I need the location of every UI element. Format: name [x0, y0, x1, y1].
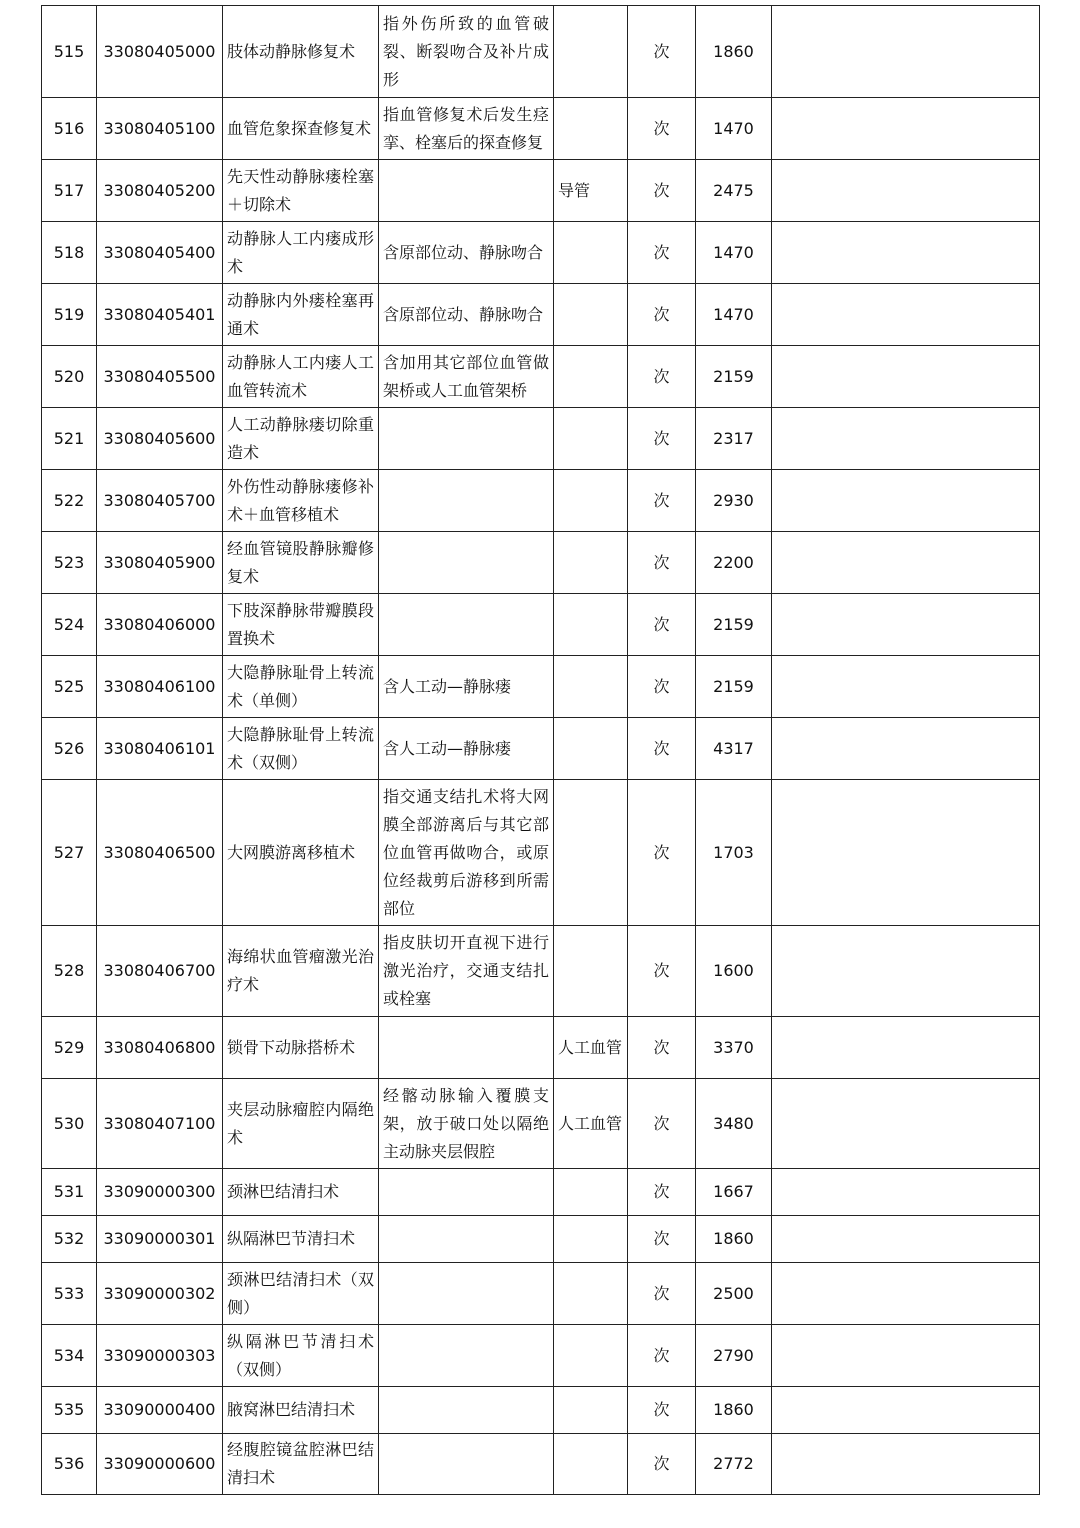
item-note	[772, 470, 1040, 532]
item-code: 33090000300	[97, 1169, 223, 1216]
item-number: 522	[42, 470, 97, 532]
item-number: 524	[42, 594, 97, 656]
item-price: 1860	[696, 1387, 772, 1434]
item-unit: 次	[628, 532, 696, 594]
item-code: 33090000303	[97, 1325, 223, 1387]
table-row	[42, 160, 1040, 222]
item-code: 33090000600	[97, 1434, 223, 1495]
item-excluded	[554, 594, 628, 656]
item-price: 2930	[696, 470, 772, 532]
table-row	[42, 284, 1040, 346]
item-number: 518	[42, 222, 97, 284]
table-row	[42, 532, 1040, 594]
item-name: 外伤性动静脉瘘修补术＋血管移植术	[223, 470, 379, 532]
item-name: 先天性动静脉瘘栓塞＋切除术	[223, 160, 379, 222]
item-excluded	[554, 656, 628, 718]
item-excluded	[554, 1263, 628, 1325]
item-name: 动静脉内外瘘栓塞再通术	[223, 284, 379, 346]
item-number: 519	[42, 284, 97, 346]
item-excluded	[554, 470, 628, 532]
item-unit: 次	[628, 1017, 696, 1079]
item-unit: 次	[628, 780, 696, 926]
item-code: 33080406500	[97, 780, 223, 926]
item-content	[379, 1216, 554, 1263]
item-name: 腋窝淋巴结清扫术	[223, 1387, 379, 1434]
item-name: 动静脉人工内瘘成形术	[223, 222, 379, 284]
table-row	[42, 1434, 1040, 1495]
item-code: 33080407100	[97, 1079, 223, 1169]
item-code: 33090000400	[97, 1387, 223, 1434]
item-content	[379, 532, 554, 594]
item-content: 指血管修复术后发生痉挛、栓塞后的探查修复	[379, 98, 554, 160]
item-content	[379, 1325, 554, 1387]
item-note	[772, 284, 1040, 346]
item-number: 515	[42, 6, 97, 98]
item-unit: 次	[628, 284, 696, 346]
table-body	[42, 6, 1040, 1495]
item-code: 33080405401	[97, 284, 223, 346]
item-price: 1470	[696, 222, 772, 284]
item-code: 33080406800	[97, 1017, 223, 1079]
item-price: 2475	[696, 160, 772, 222]
item-excluded: 导管	[554, 160, 628, 222]
item-number: 529	[42, 1017, 97, 1079]
item-note	[772, 594, 1040, 656]
item-content	[379, 1387, 554, 1434]
item-price: 1470	[696, 98, 772, 160]
item-number: 533	[42, 1263, 97, 1325]
item-price: 3370	[696, 1017, 772, 1079]
table-row	[42, 780, 1040, 926]
item-note	[772, 1169, 1040, 1216]
item-unit: 次	[628, 408, 696, 470]
item-code: 33080405000	[97, 6, 223, 98]
table-row	[42, 6, 1040, 98]
item-content: 含原部位动、静脉吻合	[379, 284, 554, 346]
item-number: 527	[42, 780, 97, 926]
table-row	[42, 98, 1040, 160]
item-price: 1470	[696, 284, 772, 346]
item-price: 3480	[696, 1079, 772, 1169]
item-unit: 次	[628, 656, 696, 718]
item-price: 2159	[696, 346, 772, 408]
item-code: 33090000301	[97, 1216, 223, 1263]
item-excluded	[554, 346, 628, 408]
table-row	[42, 1017, 1040, 1079]
item-content	[379, 594, 554, 656]
item-price: 2772	[696, 1434, 772, 1495]
table-row	[42, 656, 1040, 718]
item-unit: 次	[628, 718, 696, 780]
item-number: 516	[42, 98, 97, 160]
item-note	[772, 718, 1040, 780]
table-row	[42, 926, 1040, 1017]
item-price: 2159	[696, 594, 772, 656]
item-name: 海绵状血管瘤激光治疗术	[223, 926, 379, 1017]
item-number: 535	[42, 1387, 97, 1434]
item-excluded: 人工血管	[554, 1017, 628, 1079]
item-code: 33080406101	[97, 718, 223, 780]
item-code: 33080405100	[97, 98, 223, 160]
item-number: 528	[42, 926, 97, 1017]
item-note	[772, 1079, 1040, 1169]
item-excluded	[554, 1169, 628, 1216]
item-unit: 次	[628, 1079, 696, 1169]
item-code: 33080405200	[97, 160, 223, 222]
item-unit: 次	[628, 98, 696, 160]
item-note	[772, 6, 1040, 98]
item-price: 2159	[696, 656, 772, 718]
item-price: 1860	[696, 6, 772, 98]
item-name: 纵隔淋巴节清扫术	[223, 1216, 379, 1263]
item-number: 531	[42, 1169, 97, 1216]
item-note	[772, 1387, 1040, 1434]
item-content	[379, 408, 554, 470]
price-table	[41, 5, 1040, 1495]
item-excluded	[554, 1216, 628, 1263]
item-number: 520	[42, 346, 97, 408]
item-name: 动静脉人工内瘘人工血管转流术	[223, 346, 379, 408]
item-code: 33080405500	[97, 346, 223, 408]
table-row	[42, 470, 1040, 532]
item-note	[772, 1434, 1040, 1495]
item-content: 指外伤所致的血管破裂、断裂吻合及补片成形	[379, 6, 554, 98]
item-unit: 次	[628, 1216, 696, 1263]
item-name: 血管危象探查修复术	[223, 98, 379, 160]
item-number: 517	[42, 160, 97, 222]
item-excluded	[554, 98, 628, 160]
item-code: 33080405900	[97, 532, 223, 594]
item-note	[772, 160, 1040, 222]
item-name: 颈淋巴结清扫术（双侧）	[223, 1263, 379, 1325]
item-excluded	[554, 532, 628, 594]
item-price: 2790	[696, 1325, 772, 1387]
item-number: 536	[42, 1434, 97, 1495]
item-content	[379, 1434, 554, 1495]
item-unit: 次	[628, 222, 696, 284]
item-name: 纵隔淋巴节清扫术（双侧）	[223, 1325, 379, 1387]
item-content	[379, 1169, 554, 1216]
item-number: 526	[42, 718, 97, 780]
item-name: 下肢深静脉带瓣膜段置换术	[223, 594, 379, 656]
item-code: 33080405700	[97, 470, 223, 532]
item-price: 1860	[696, 1216, 772, 1263]
item-excluded	[554, 222, 628, 284]
item-note	[772, 222, 1040, 284]
item-unit: 次	[628, 1169, 696, 1216]
item-excluded	[554, 408, 628, 470]
item-number: 534	[42, 1325, 97, 1387]
item-price: 1600	[696, 926, 772, 1017]
item-note	[772, 926, 1040, 1017]
item-price: 4317	[696, 718, 772, 780]
item-content	[379, 470, 554, 532]
item-content: 含原部位动、静脉吻合	[379, 222, 554, 284]
item-name: 颈淋巴结清扫术	[223, 1169, 379, 1216]
item-price: 1703	[696, 780, 772, 926]
table-row	[42, 346, 1040, 408]
item-note	[772, 346, 1040, 408]
item-unit: 次	[628, 594, 696, 656]
table-row	[42, 1169, 1040, 1216]
item-code: 33080406000	[97, 594, 223, 656]
item-content: 含人工动—静脉瘘	[379, 718, 554, 780]
item-note	[772, 98, 1040, 160]
table-row	[42, 1263, 1040, 1325]
item-excluded	[554, 1434, 628, 1495]
item-name: 大隐静脉耻骨上转流术（单侧）	[223, 656, 379, 718]
item-excluded	[554, 284, 628, 346]
item-note	[772, 532, 1040, 594]
item-content: 指皮肤切开直视下进行激光治疗，交通支结扎或栓塞	[379, 926, 554, 1017]
item-note	[772, 1216, 1040, 1263]
item-content	[379, 1263, 554, 1325]
item-code: 33090000302	[97, 1263, 223, 1325]
table-row	[42, 1325, 1040, 1387]
item-code: 33080406700	[97, 926, 223, 1017]
item-content: 指交通支结扎术将大网膜全部游离后与其它部位血管再做吻合，或原位经裁剪后游移到所需部位	[379, 780, 554, 926]
item-name: 锁骨下动脉搭桥术	[223, 1017, 379, 1079]
table-row	[42, 1387, 1040, 1434]
item-excluded	[554, 926, 628, 1017]
item-unit: 次	[628, 926, 696, 1017]
item-excluded	[554, 718, 628, 780]
item-content	[379, 160, 554, 222]
item-excluded	[554, 6, 628, 98]
table-row	[42, 1079, 1040, 1169]
item-unit: 次	[628, 1263, 696, 1325]
item-name: 人工动静脉瘘切除重造术	[223, 408, 379, 470]
item-note	[772, 1263, 1040, 1325]
item-price: 2200	[696, 532, 772, 594]
item-note	[772, 1325, 1040, 1387]
item-unit: 次	[628, 470, 696, 532]
item-content: 含人工动—静脉瘘	[379, 656, 554, 718]
item-unit: 次	[628, 1434, 696, 1495]
item-note	[772, 780, 1040, 926]
item-excluded: 人工血管	[554, 1079, 628, 1169]
item-note	[772, 656, 1040, 718]
item-note	[772, 1017, 1040, 1079]
table-row	[42, 594, 1040, 656]
item-code: 33080406100	[97, 656, 223, 718]
item-unit: 次	[628, 1387, 696, 1434]
table-row	[42, 222, 1040, 284]
item-unit: 次	[628, 6, 696, 98]
item-name: 肢体动静脉修复术	[223, 6, 379, 98]
item-price: 1667	[696, 1169, 772, 1216]
item-excluded	[554, 780, 628, 926]
table-row	[42, 408, 1040, 470]
item-note	[772, 408, 1040, 470]
item-name: 经腹腔镜盆腔淋巴结清扫术	[223, 1434, 379, 1495]
item-name: 经血管镜股静脉瓣修复术	[223, 532, 379, 594]
item-number: 525	[42, 656, 97, 718]
item-number: 530	[42, 1079, 97, 1169]
item-code: 33080405600	[97, 408, 223, 470]
item-name: 夹层动脉瘤腔内隔绝术	[223, 1079, 379, 1169]
item-price: 2317	[696, 408, 772, 470]
item-code: 33080405400	[97, 222, 223, 284]
table-row	[42, 718, 1040, 780]
item-unit: 次	[628, 160, 696, 222]
item-content: 含加用其它部位血管做架桥或人工血管架桥	[379, 346, 554, 408]
item-content: 经髂动脉输入覆膜支架，放于破口处以隔绝主动脉夹层假腔	[379, 1079, 554, 1169]
item-content	[379, 1017, 554, 1079]
table-row	[42, 1216, 1040, 1263]
item-number: 523	[42, 532, 97, 594]
item-number: 532	[42, 1216, 97, 1263]
item-price: 2500	[696, 1263, 772, 1325]
item-name: 大网膜游离移植术	[223, 780, 379, 926]
item-name: 大隐静脉耻骨上转流术（双侧）	[223, 718, 379, 780]
item-unit: 次	[628, 346, 696, 408]
item-unit: 次	[628, 1325, 696, 1387]
item-excluded	[554, 1387, 628, 1434]
item-excluded	[554, 1325, 628, 1387]
item-number: 521	[42, 408, 97, 470]
